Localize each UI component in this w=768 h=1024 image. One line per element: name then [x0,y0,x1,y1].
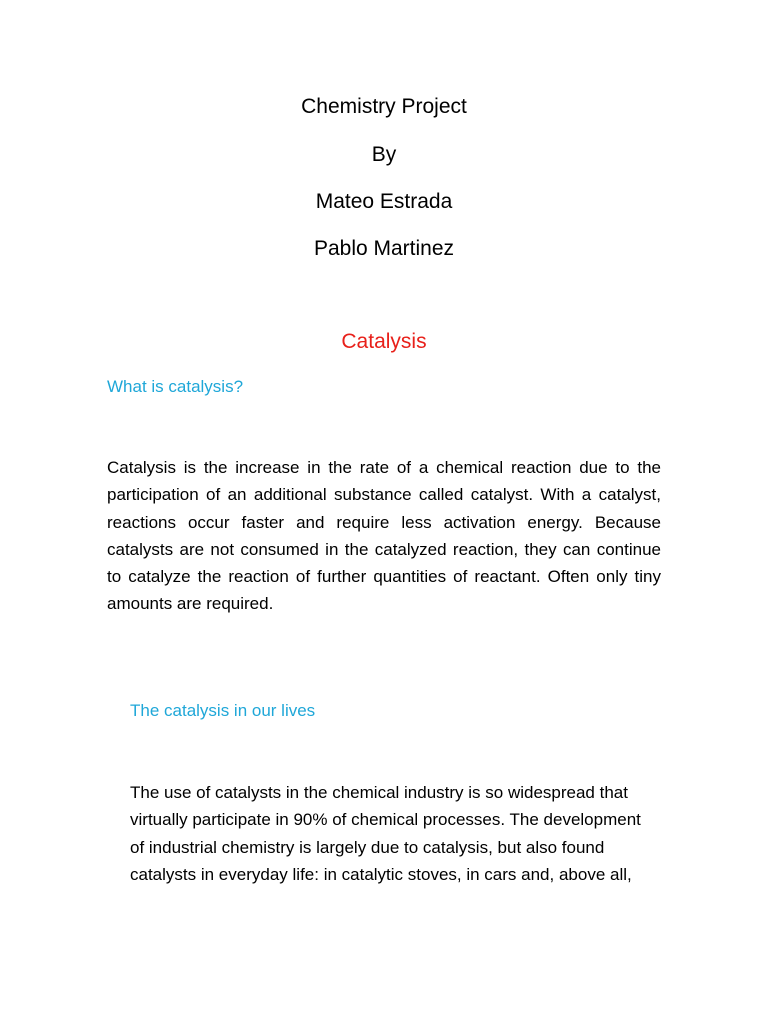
section-heading-catalysis-in-our-lives: The catalysis in our lives [130,701,316,720]
by-line: By [371,143,397,166]
section-body-what-is-catalysis: Catalysis is the increase in the rate of a chemical reaction due to the participation of an additional substance called catalyst. With a catalyst, reactions occur faster and require less activation energy. Because catalysts are not consumed in the catalyzed reaction, they can continue to catalyze the reaction of further quantities of reactant. Often only tiny amounts are required. [107,458,661,614]
section-body-catalysis-in-our-lives: The use of catalysts in the chemical industry is so widespread that virtually participate in 90% of chemical processes. The development of industrial chemistry is largely due to catalysis, but also found catalysts in everyday life: in catalytic stoves, in cars and, above all, [130,783,641,884]
section-heading-what-is-catalysis: What is catalysis? [107,377,244,396]
catalysis-heading: Catalysis [341,330,427,353]
author-name-2: Pablo Martinez [313,237,455,260]
project-title: Chemistry Project [301,95,467,118]
author-name-1: Mateo Estrada [315,190,453,213]
